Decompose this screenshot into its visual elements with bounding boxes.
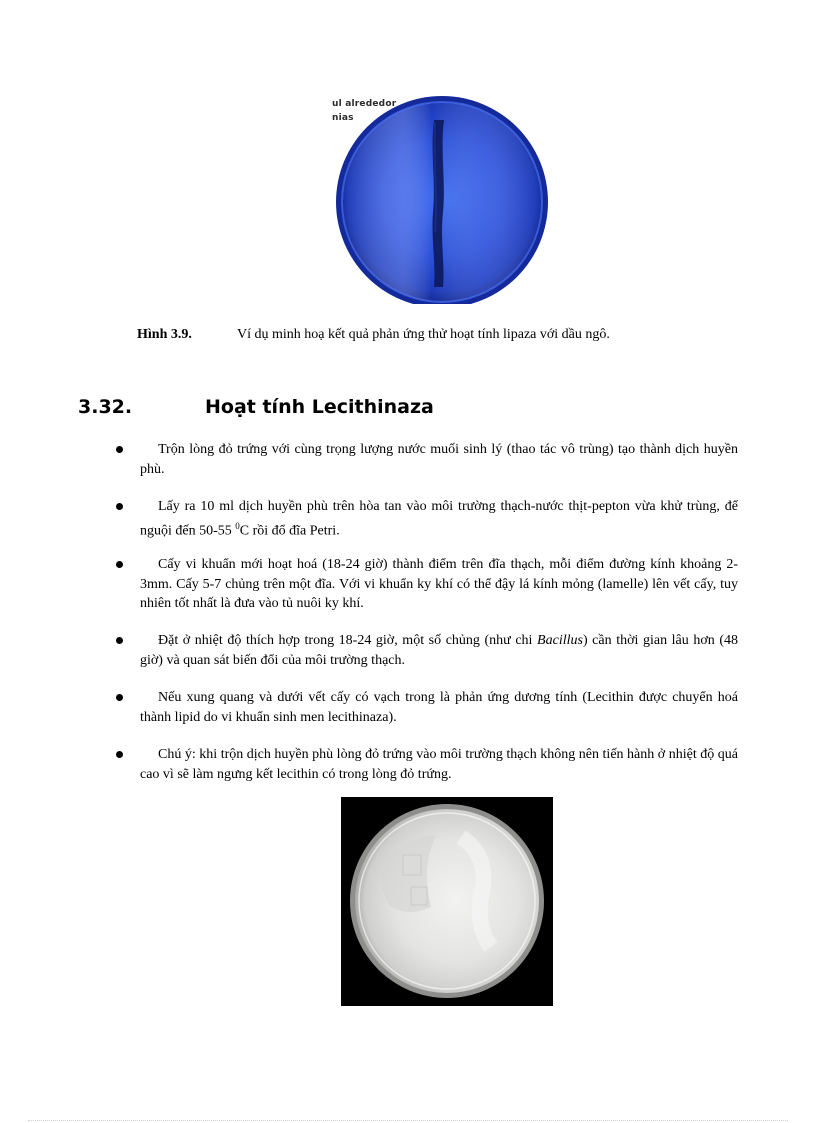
bullet-icon <box>116 637 123 644</box>
list-item-text: Nếu xung quang và dưới vết cấy có vạch trong là phản ứng dương tính (Lecithin được chuyển hoá thành lipid do vi khuẩn sinh men lecithinaza). <box>140 690 738 725</box>
list-item <box>140 497 738 541</box>
list-item-text-end: C rồi đổ đĩa Petri. <box>239 523 340 539</box>
list-item <box>140 440 738 479</box>
overlay-text-line-2: nias <box>332 113 354 123</box>
list-item-text-end: ) cần thời gian lâu hơn (48 giờ) và quan sát biến đổi của môi trường thạch. <box>140 633 739 668</box>
caption-text: Ví dụ minh hoạ kết quả phản ứng thử hoạt tính lipaza với dầu ngô. <box>237 327 610 342</box>
overlay-text-line-1: ul alrededor <box>332 99 397 109</box>
bullet-icon <box>116 446 123 453</box>
list-item <box>140 631 738 670</box>
list-item-text: Trộn lòng đỏ trứng với cùng trọng lượng nước muối sinh lý (thao tác vô trùng) tạo thành dịch huyền phù. <box>140 442 738 477</box>
list-item-text: Chú ý: khi trộn dịch huyền phù lòng đỏ trứng vào môi trường thạch không nên tiến hành ở nhiệt độ quá cao vì sẽ làm ngưng kết lecithin có trong lòng đỏ trứng. <box>140 747 738 782</box>
section-heading <box>78 396 434 418</box>
list-item-text: Lấy ra 10 ml dịch huyền phù trên hòa tan vào môi trường thạch-nước thịt-pepton vừa khử trùng, để nguội đến 50-55 <box>140 499 738 539</box>
bullet-icon <box>116 561 123 568</box>
genus-name-italic: Bacillus <box>537 633 583 648</box>
figure-lecithinase-petri-dish <box>341 797 553 1006</box>
superscript-degree: 0 <box>235 520 240 531</box>
list-item <box>140 745 738 784</box>
figure-caption <box>137 326 756 344</box>
bullet-icon <box>116 694 123 701</box>
list-item-text: Đặt ở nhiệt độ thích hợp trong 18-24 giờ, một số chủng (như chi <box>158 633 538 648</box>
bullet-icon <box>116 751 123 758</box>
bullet-icon <box>116 503 123 510</box>
list-item <box>140 688 738 727</box>
figure-lipase-petri-dish <box>330 92 550 304</box>
list-item-text: Cấy vi khuẩn mới hoạt hoá (18-24 giờ) thành điểm trên đĩa thạch, mỗi điểm đường kính khoảng 2-3mm. Cấy 5-7 chủng trên một đĩa. Với vi khuẩn ky khí có thể đậy lá kính mỏng (lamelle) lên vết cấy, tuy nhiên tốt nhất là đưa vào tủ nuôi ky khí. <box>140 557 738 611</box>
section-title: Hoạt tính Lecithinaza <box>205 396 434 418</box>
caption-label: Hình 3.9. <box>137 327 192 342</box>
list-item <box>140 555 738 614</box>
footer-divider <box>28 1120 788 1121</box>
section-number: 3.32. <box>78 396 133 418</box>
white-petri-dish-image <box>341 797 553 1006</box>
